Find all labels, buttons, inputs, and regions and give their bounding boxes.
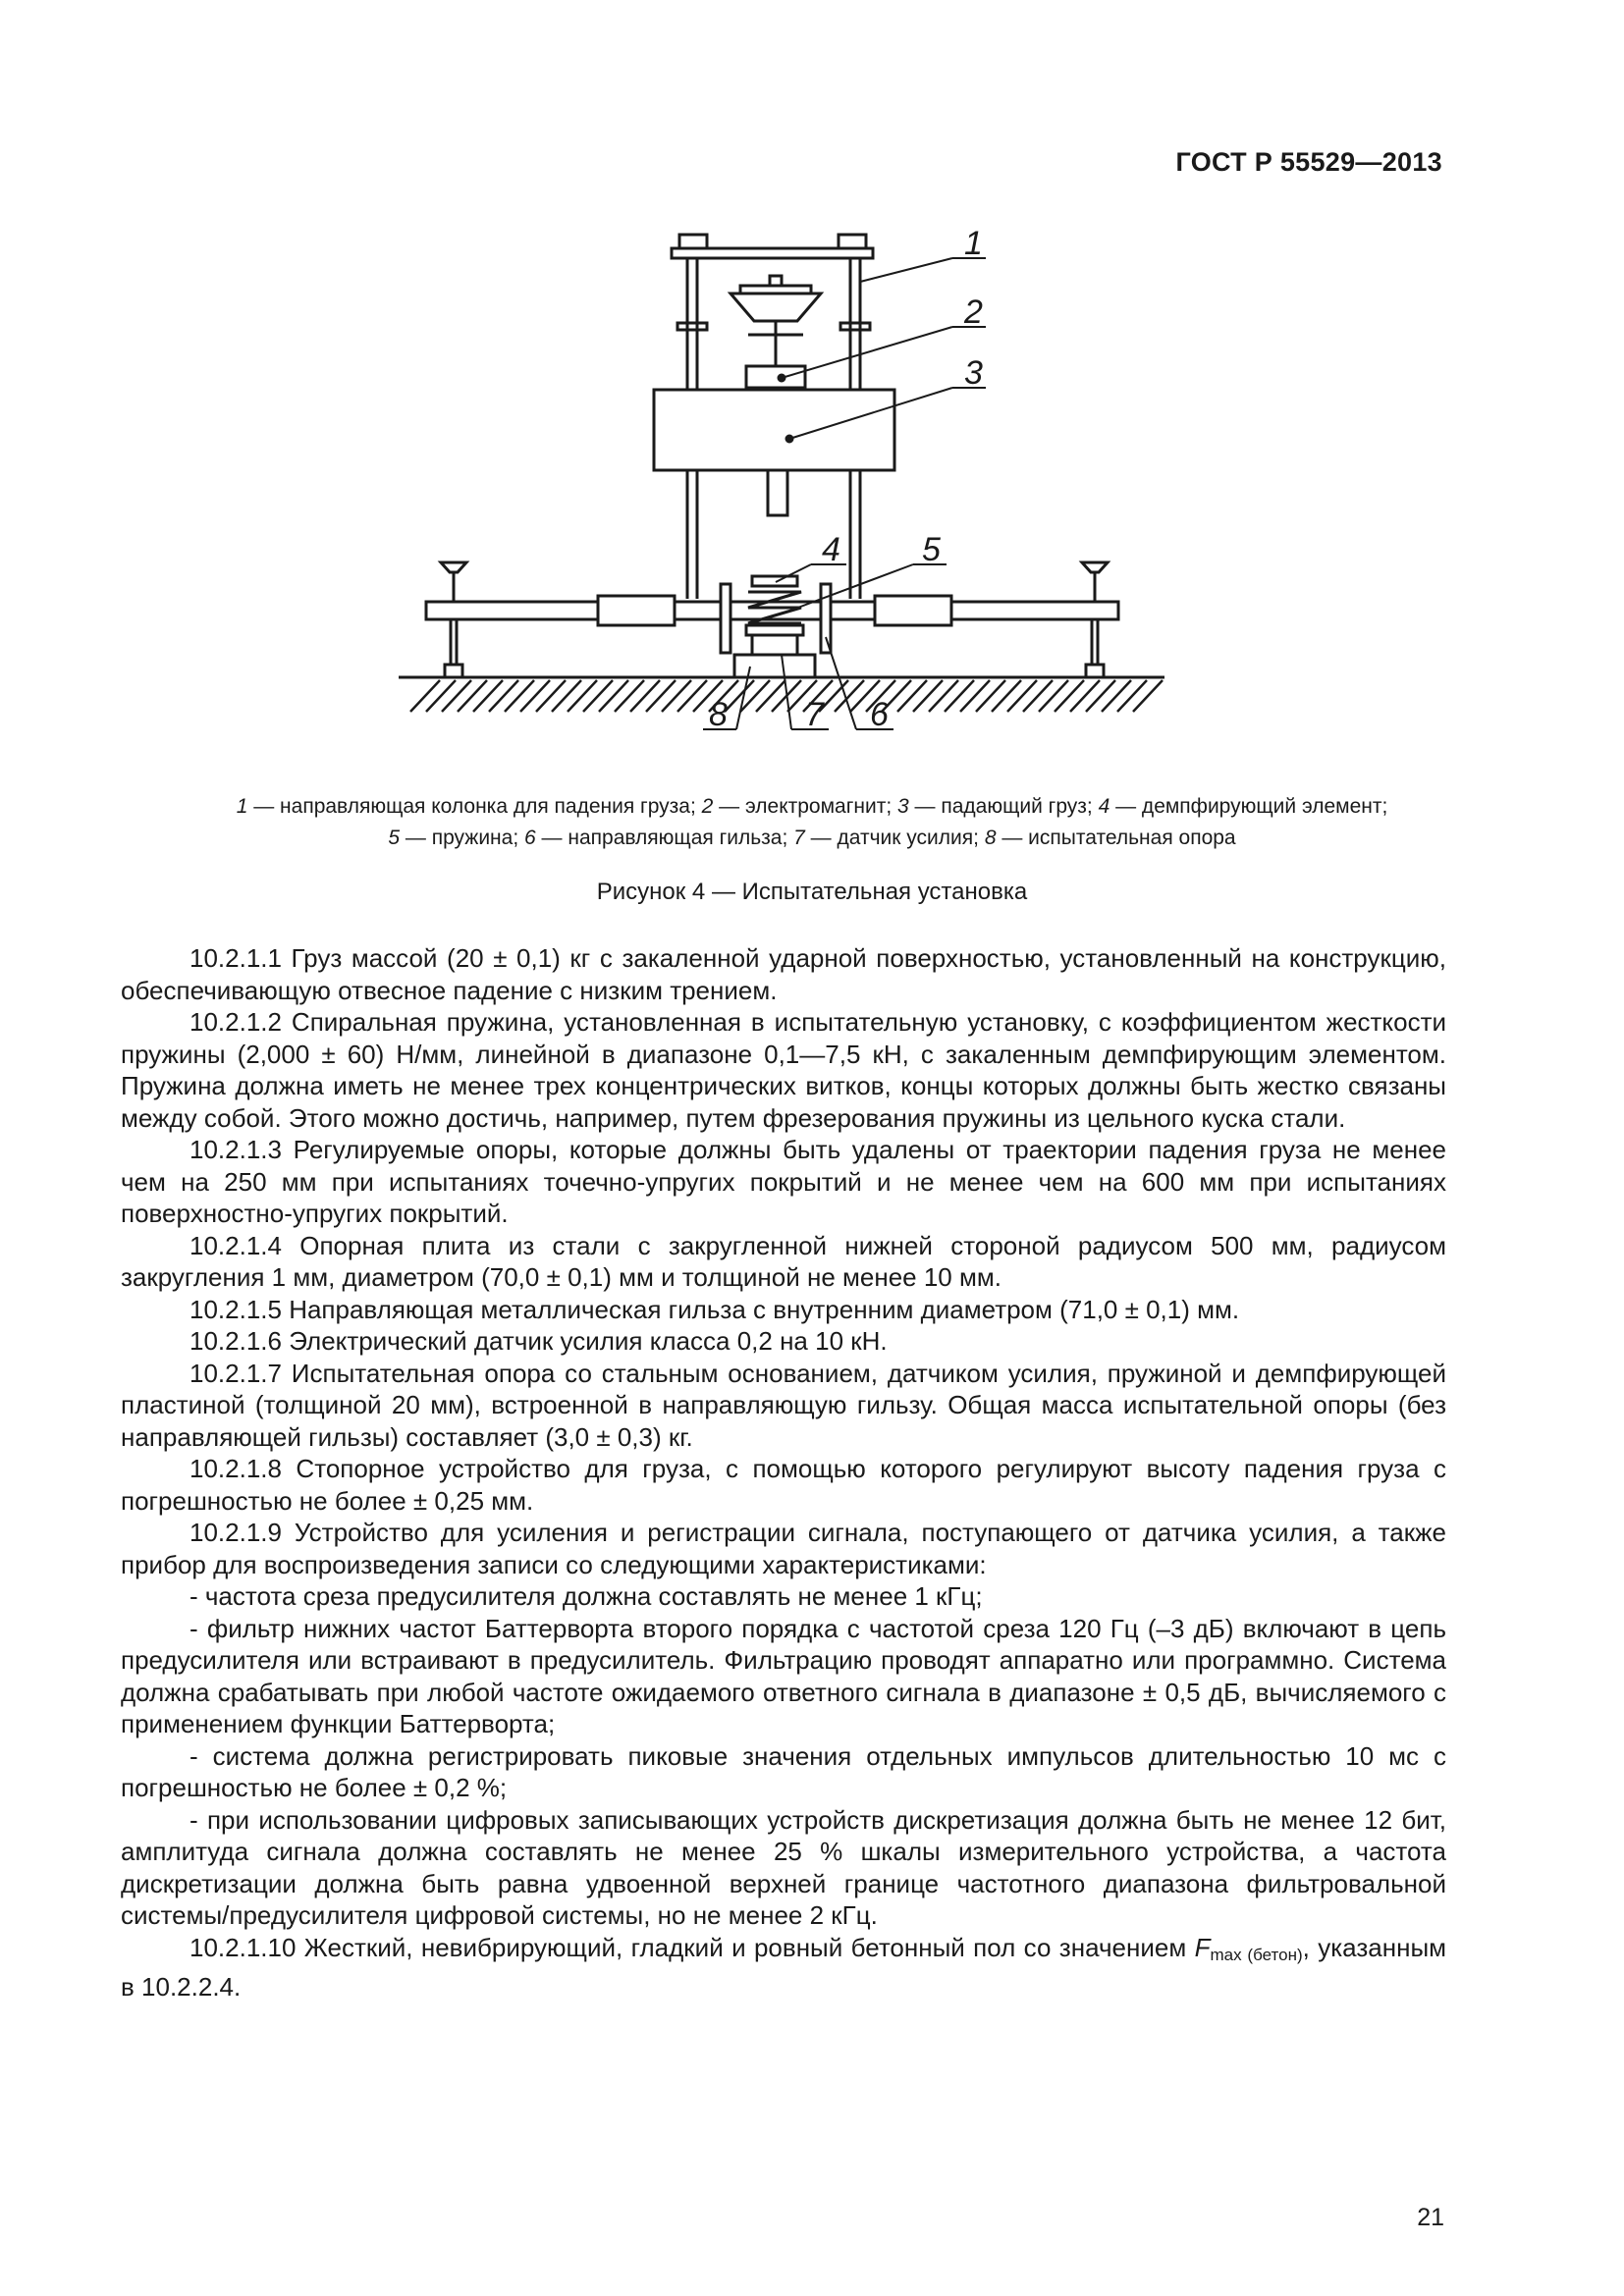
damping-element	[752, 576, 797, 586]
legend-num: 6	[524, 827, 536, 849]
paragraph-10-2-1-1: 10.2.1.1 Груз массой (20 ± 0,1) кг с закаленной ударной поверхностью, установленный на конструкцию, обеспечивающую отвесное падение с низким трением.	[121, 943, 1446, 1005]
force-sensor	[752, 635, 797, 655]
legend-num: 2	[701, 795, 714, 818]
legend-text: — демпфирующий элемент;	[1110, 795, 1388, 818]
legend-text: — датчик усилия;	[804, 827, 985, 849]
adjustable-foot-right	[1082, 562, 1108, 572]
legend-text: — испытательная опора	[996, 827, 1236, 849]
paragraph-10-2-1-3: 10.2.1.3 Регулируемые опоры, которые должны быть удалены от траектории падения груза не менее чем на 250 мм при испытаниях точечно-упругих покрытий и не менее чем на 600 мм при испытаниях поверхностно-упругих покрытий.	[121, 1135, 1446, 1228]
callout-8: 8	[709, 696, 728, 733]
figure-legend-line-1	[118, 791, 1506, 823]
callout-3: 3	[964, 354, 983, 392]
legend-num: 5	[388, 827, 401, 849]
callout-7: 7	[805, 696, 824, 733]
adjustable-foot-left	[441, 562, 466, 572]
paragraph-10-2-1-9: 10.2.1.9 Устройство для усиления и регистрации сигнала, поступающего от датчика усилия, а также прибор для воспроизведения записи со следующими характеристиками:	[121, 1518, 1446, 1579]
paragraph-10-2-1-2: 10.2.1.2 Спиральная пружина, установленная в испытательную установку, с коэффициентом жесткости пружины (2,000 ± 60) Н/мм, линейной в диапазоне 0,1—7,5 кН, с закаленным демпфирующим элементом. Пружина должна иметь не менее трех концентрических витков, концы которых должны быть жестко связаны между собой. Этого можно достичь, например, путем фрезерования пружины из цельного куска стали.	[121, 1007, 1446, 1133]
legend-num: 8	[984, 827, 997, 849]
foot-pad-left	[445, 665, 462, 677]
legend-text: — пружина;	[400, 827, 525, 849]
electromagnet	[746, 366, 805, 388]
callout-1: 1	[964, 225, 983, 262]
list-item-preamp-cutoff: - частота среза предусилителя должна составлять не менее 1 кГц;	[189, 1581, 983, 1611]
paragraph-10-2-1-4: 10.2.1.4 Опорная плита из стали с закругленной нижней стороной радиусом 500 мм, радиусом закругления 1 мм, диаметром (70,0 ± 0,1) мм и толщиной не менее 10 мм.	[121, 1230, 1446, 1292]
weight-striker	[768, 470, 787, 515]
paragraph-10-2-1-6: 10.2.1.6 Электрический датчик усилия класса 0,2 на 10 кН.	[189, 1326, 888, 1356]
paragraph-10-2-1-7: 10.2.1.7 Испытательная опора со стальным основанием, датчиком усилия, пружиной и демпфирующей пластиной (толщиной 20 мм), встроенной в направляющую гильзу. Общая масса испытательной опоры (без направляющей гильзы) составляет (3,0 ± 0,3) кг.	[121, 1358, 1446, 1452]
callout-2: 2	[964, 294, 983, 331]
figure-legend-line-2	[118, 823, 1506, 854]
paragraph-text-end: , указанным в 10.2.2.4.	[121, 1932, 1447, 2002]
top-nut-left	[679, 235, 707, 248]
top-nut-right	[839, 235, 866, 248]
guide-sleeve-right	[821, 584, 831, 653]
figure-title: Рисунок 4 — Испытательная установка	[596, 879, 1028, 905]
test-setup-figure	[397, 221, 1172, 771]
force-symbol: F	[1194, 1932, 1211, 1962]
callout-5: 5	[922, 531, 941, 568]
paragraph-10-2-1-5: 10.2.1.5 Направляющая металлическая гильза с внутренним диаметром (71,0 ± 0,1) мм.	[189, 1294, 1240, 1324]
document-number: ГОСТ Р 55529—2013	[1175, 147, 1442, 177]
paragraph-10-2-1-10	[121, 1932, 1446, 2003]
list-item-peak-values: - система должна регистрировать пиковые значения отдельных импульсов длительностью 10 мс с погрешностью не более ± 0,2 %;	[121, 1740, 1446, 1802]
paragraph-10-2-1-8: 10.2.1.8 Стопорное устройство для груза, с помощью которого регулируют высоту падения груза с погрешностью не более ± 0,25 мм.	[121, 1454, 1446, 1516]
legend-text: — направляющая гильза;	[535, 827, 794, 849]
document-body	[121, 942, 1446, 2003]
test-support	[734, 655, 815, 677]
callout-6: 6	[870, 696, 889, 733]
falling-weight	[654, 390, 894, 470]
legend-text: — направляющая колонка для падения груза;	[247, 795, 702, 818]
test-setup-drawing	[397, 221, 1172, 771]
column-collar-right	[840, 323, 870, 330]
foot-pad-right	[1086, 665, 1104, 677]
legend-num: 4	[1098, 795, 1110, 818]
legend-num: 1	[236, 795, 248, 818]
page-number: 21	[1417, 2204, 1444, 2231]
force-subscript: max (бетон)	[1210, 1945, 1303, 1964]
list-item-digital-recording: - при использовании цифровых записывающих устройств дискретизация должна быть не менее 12 бит, амплитуда сигнала должна составлять не менее 25 % шкалы измерительного устройства, а частота дискретизации должна быть равна удвоенной верхней границе частотного диапазона фильтровальной системы/предусилителя цифровой системы, но не менее 2 кГц.	[121, 1804, 1446, 1930]
paragraph-text-start: 10.2.1.10 Жесткий, невибрирующий, гладкий и ровный бетонный пол со значением	[189, 1932, 1195, 1962]
legend-text: — электромагнит;	[713, 795, 897, 818]
callout-4: 4	[822, 531, 840, 568]
legend-num: 7	[793, 827, 805, 849]
list-item-butterworth-filter: - фильтр нижних частот Баттерворта второго порядка с частотой среза 120 Гц (–3 дБ) включают в цепь предусилителя или встраивают в предусилитель. Фильтрацию проводят аппаратно или программно. Система должна срабатывать при любой частоте ожидаемого ответного сигнала в диапазоне ± 0,5 дБ, вычисляемого с применением функции Баттерворта;	[121, 1613, 1446, 1738]
guide-sleeve-left	[721, 584, 731, 653]
column-collar-left	[677, 323, 707, 330]
legend-num: 3	[897, 795, 909, 818]
legend-text: — падающий груз;	[908, 795, 1099, 818]
release-device-cone	[731, 294, 821, 321]
